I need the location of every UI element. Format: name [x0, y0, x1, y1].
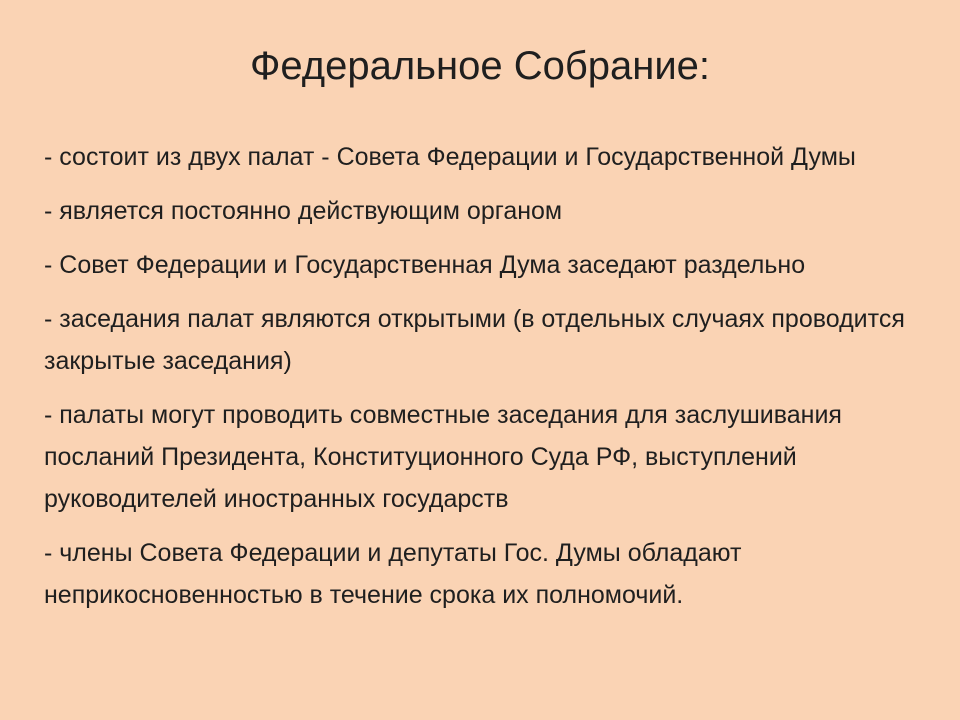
bullet-item: - члены Совета Федерации и депутаты Гос. Думы обладают неприкосновенностью в течение срока их полномочий. — [44, 539, 742, 609]
bullet-list — [44, 136, 934, 628]
bullet-item: - состоит из двух палат - Совета Федерации и Государственной Думы — [44, 143, 856, 171]
slide-title: Федеральное Собрание: — [249, 44, 711, 88]
bullet-item: - является постоянно действующим органом — [44, 197, 563, 225]
bullet-item: - палаты могут проводить совместные заседания для заслушивания посланий Президента, Конституционного Суда РФ, выступлений руководителей иностранных государств — [44, 401, 842, 513]
bullet-item: - Совет Федерации и Государственная Дума заседают раздельно — [44, 251, 806, 279]
bullet-item: - заседания палат являются открытыми (в отдельных случаях проводится закрытые заседания) — [44, 305, 905, 375]
